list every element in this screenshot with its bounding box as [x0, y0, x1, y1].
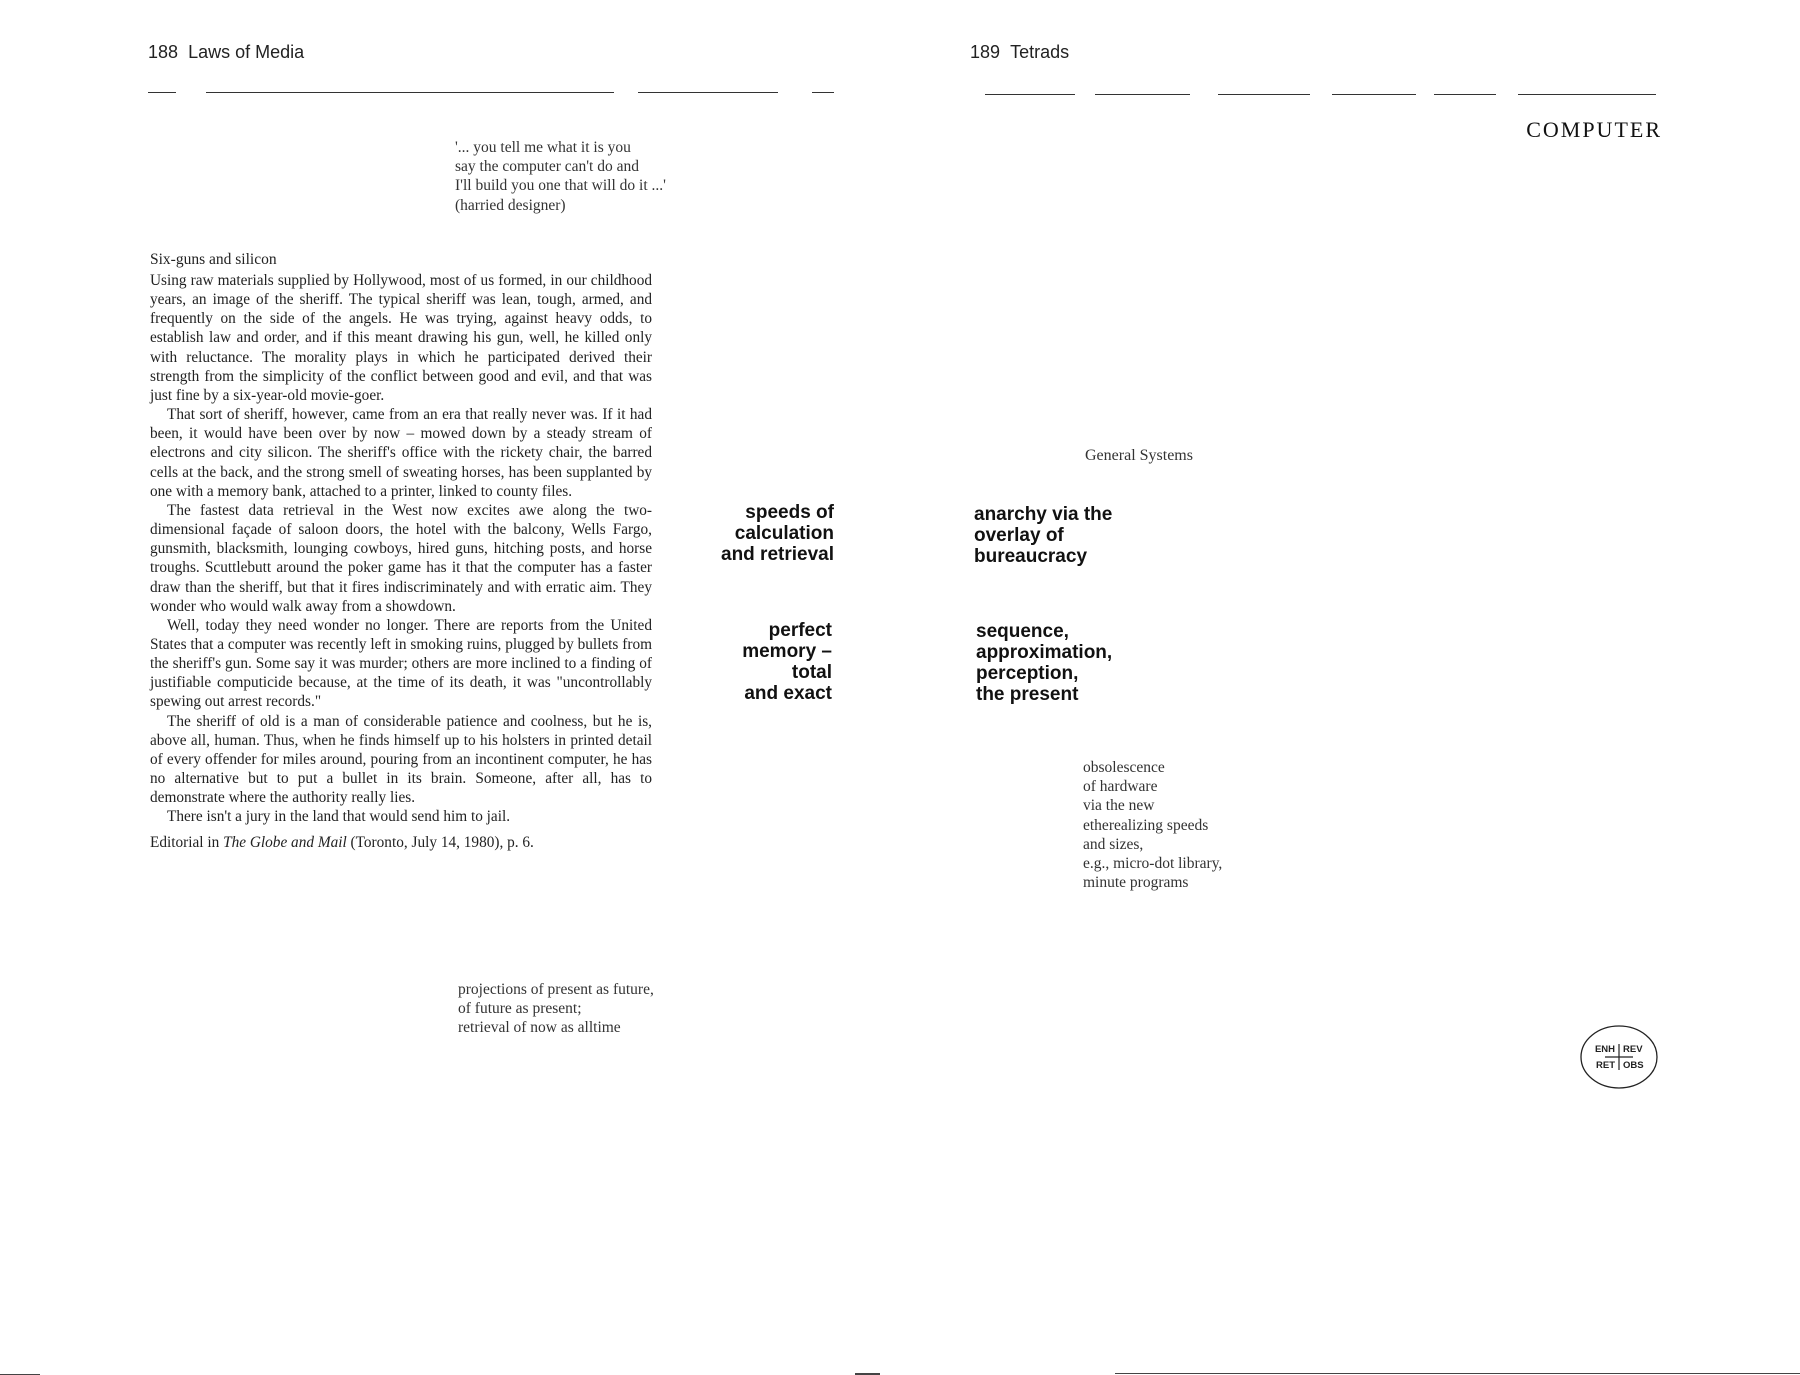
- tetrad-line: perception,: [976, 663, 1079, 684]
- header-rule: [1518, 94, 1656, 95]
- header-rule: [148, 92, 176, 93]
- header-rule: [1332, 94, 1416, 95]
- tetrad-line: and retrieval: [721, 544, 834, 565]
- header-rule: [638, 92, 778, 93]
- source-publication: The Globe and Mail: [223, 833, 347, 851]
- article-heading: Six-guns and silicon: [150, 251, 277, 268]
- epigraph-line: I'll build you one that will do it ...': [455, 177, 666, 195]
- emblem-rev: REV: [1623, 1044, 1643, 1055]
- article-paragraph: That sort of sheriff, however, came from an era that really never was. If it had been, it would have been over by now – mowed down by a steady stream of electrons and city silicon. The sheriff's office with the rickety chair, the barred cells at the back, and the strong smell of sweating horses, has been supplanted by one with a memory bank, attached to a printer, linked to county files.: [150, 406, 652, 500]
- emblem-enh: ENH: [1594, 1044, 1615, 1055]
- article-paragraph: Well, today they need wonder no longer. There are reports from the United States that a computer was recently left in smoking ruins, plugged by bullets from the sheriff's gun. Some say it was murder; others are more inclined to a finding of justifiable computicide because, at the time of its death, it was "uncontrollably spewing out arrest records.": [150, 616, 652, 711]
- right-page-number: 189: [970, 42, 1001, 62]
- editorial-article: [150, 250, 652, 852]
- header-rule: [985, 94, 1075, 95]
- tetrad-obsolesce: [976, 621, 1196, 705]
- obsolescence-note-line: e.g., micro-dot library,: [1083, 855, 1223, 873]
- tetrad-line: calculation: [734, 523, 834, 544]
- right-running-head: [970, 42, 1069, 63]
- epigraph-attribution: (harried designer): [455, 196, 566, 214]
- retrieval-note-line: of future as present;: [458, 1000, 582, 1018]
- left-running-head-title: Laws of Media: [188, 42, 305, 62]
- obsolescence-note: [1083, 758, 1283, 892]
- tetrad-emblem-svg: [1578, 1022, 1660, 1092]
- retrieval-note-line: projections of present as future,: [458, 981, 654, 998]
- tetrad-line: total: [791, 662, 832, 683]
- tetrad-line: bureaucracy: [974, 546, 1088, 567]
- tetrad-retrieve: [652, 620, 832, 704]
- source-prefix: Editorial in: [150, 833, 224, 851]
- tetrad-reverse: [974, 504, 1194, 567]
- obsolescence-note-line: of hardware: [1083, 778, 1158, 796]
- obsolescence-note-line: via the new: [1083, 797, 1155, 815]
- article-paragraph: There isn't a jury in the land that would send him to jail.: [167, 808, 511, 826]
- left-page-number: 188: [148, 42, 179, 62]
- tetrad-line: and exact: [744, 683, 832, 704]
- header-rule: [1434, 94, 1496, 95]
- header-rule: [1095, 94, 1190, 95]
- article-source: [150, 833, 652, 852]
- scan-edge-line: [1115, 1373, 1800, 1374]
- obsolescence-note-line: and sizes,: [1083, 835, 1144, 853]
- obsolescence-note-line: obsolescence: [1083, 759, 1165, 776]
- tetrad-emblem: [1578, 1022, 1660, 1092]
- obsolescence-note-line: etherealizing speeds: [1083, 816, 1209, 834]
- tetrad-line: approximation,: [976, 642, 1113, 663]
- right-running-head-title: Tetrads: [1010, 42, 1070, 62]
- epigraph-line: '... you tell me what it is you: [455, 139, 631, 156]
- epigraph: [455, 138, 755, 215]
- epigraph-line: say the computer can't do and: [455, 158, 639, 176]
- source-suffix: (Toronto, July 14, 1980), p. 6.: [346, 833, 534, 851]
- tetrad-line: sequence,: [976, 621, 1069, 642]
- tetrad-enhance: [654, 502, 834, 565]
- tetrad-line: overlay of: [974, 525, 1064, 546]
- tetrad-line: anarchy via the: [974, 504, 1113, 525]
- article-paragraph: The sheriff of old is a man of considerable patience and coolness, but he is, above all, human. Thus, when he finds himself up to his holsters in printed detail of every offender for miles around, pouring from an incontinent computer, he has no alternative but to put a bullet in its brain. Someone, after all, has to demonstrate where the authority really lies.: [150, 712, 652, 807]
- article-paragraph: The fastest data retrieval in the West now excites awe along the two-dimensional façade of saloon doors, the hotel with the balcony, Wells Fargo, gunsmith, blacksmith, lounging cowboys, hired guns, hitching posts, and horse troughs. Scuttlebutt around the poker game has it that the computer has a faster draw than the sheriff, but that it fires indiscriminately and with erratic aim. They wonder who would walk away from a showdown.: [150, 501, 652, 615]
- tetrad-line: memory –: [742, 641, 832, 662]
- emblem-ret: RET: [1596, 1060, 1615, 1071]
- article-paragraph: Using raw materials supplied by Hollywood, most of us formed, in our childhood years, an image of the sheriff. The typical sheriff was lean, tough, armed, and frequently on the side of the angels. He was trying, against heavy odds, to establish law and order, and if this meant drawing his gun, well, he killed only with reluctance. The morality plays in which he participated derived their strength from the simplicity of the conflict between good and evil, and that was just fine by a six-year-old movie-goer.: [150, 272, 652, 404]
- tetrad-line: perfect: [768, 620, 832, 641]
- left-running-head: [148, 42, 304, 63]
- header-rule: [206, 92, 614, 93]
- obsolescence-note-line: minute programs: [1083, 874, 1189, 892]
- header-rule: [812, 92, 834, 93]
- tetrad-line: speeds of: [745, 502, 834, 523]
- emblem-obs: OBS: [1623, 1060, 1644, 1071]
- header-rule: [1218, 94, 1310, 95]
- retrieval-note-line: retrieval of now as alltime: [458, 1019, 621, 1037]
- tetrad-line: the present: [976, 684, 1079, 705]
- general-systems-label: General Systems: [1085, 447, 1193, 464]
- retrieval-note: [458, 980, 718, 1038]
- tetrad-title: COMPUTER: [1526, 117, 1662, 142]
